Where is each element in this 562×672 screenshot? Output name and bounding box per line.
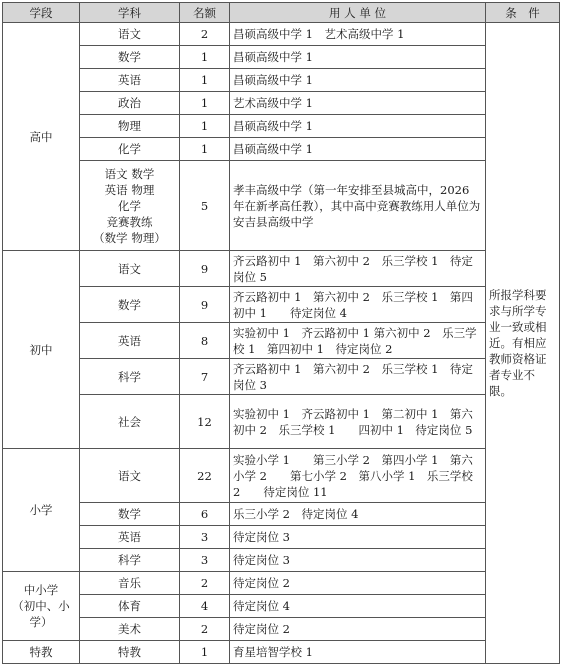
stage-line: 学） [29, 615, 53, 629]
header-unit: 用 人 单 位 [230, 3, 486, 23]
stage-cell: 特教 [3, 641, 80, 664]
unit-cell: 昌硕高级中学 1 [230, 46, 486, 69]
unit-cell: 昌硕高级中学 1 艺术高级中学 1 [230, 23, 486, 46]
unit-cell: 齐云路初中 1 第六初中 2 乐三学校 1 第四初中 1 待定岗位 4 [230, 287, 486, 323]
quota-cell: 1 [180, 46, 230, 69]
unit-cell: 昌硕高级中学 1 [230, 138, 486, 161]
subject-cell: 语文 [80, 449, 180, 503]
unit-cell: 昌硕高级中学 1 [230, 115, 486, 138]
subject-cell: 英语 [80, 69, 180, 92]
unit-cell: 待定岗位 3 [230, 549, 486, 572]
unit-cell: 孝丰高级中学（第一年安排至县城高中，2026 年在新孝高任教），其中高中竞赛教练用人单位为安吉县高级中学 [230, 161, 486, 251]
unit-cell: 昌硕高级中学 1 [230, 69, 486, 92]
unit-cell: 实验初中 1 齐云路初中 1 第六初中 2 乐三学校 1 第四初中 1 待定岗位 2 [230, 323, 486, 359]
subject-cell: 科学 [80, 549, 180, 572]
table-row [3, 618, 560, 641]
subject-cell: 体育 [80, 595, 180, 618]
stage-cell: 初中 [3, 251, 80, 449]
subject-line: 化学 [118, 198, 141, 213]
quota-cell: 22 [180, 449, 230, 503]
stage-line: （初中、小 [12, 599, 70, 613]
quota-cell: 8 [180, 323, 230, 359]
subject-cell: 化学 [80, 138, 180, 161]
subject-line: 语文 数学 [104, 166, 155, 181]
table-row [3, 526, 560, 549]
stage-cell: 高中 [3, 23, 80, 251]
subject-cell: 物理 [80, 115, 180, 138]
table-row [3, 115, 560, 138]
unit-cell: 待定岗位 2 [230, 618, 486, 641]
unit-cell: 实验初中 1 齐云路初中 1 第二初中 1 第六初中 2 乐三学校 1 四初中 1 待定岗位 5 [230, 395, 486, 449]
table-row [3, 138, 560, 161]
quota-cell: 9 [180, 287, 230, 323]
quota-cell: 6 [180, 503, 230, 526]
subject-line: （数学 物理） [93, 230, 166, 245]
quota-cell: 2 [180, 572, 230, 595]
quota-cell: 9 [180, 251, 230, 287]
quota-cell: 1 [180, 641, 230, 664]
stage-cell: 小学 [3, 449, 80, 572]
subject-cell-multiline [80, 161, 180, 251]
subject-cell: 科学 [80, 359, 180, 395]
quota-cell: 2 [180, 23, 230, 46]
subject-line: 竞赛教练 [106, 214, 153, 229]
quota-cell: 1 [180, 115, 230, 138]
header-condition: 条 件 [486, 3, 560, 23]
subject-cell: 特教 [80, 641, 180, 664]
subject-cell: 社会 [80, 395, 180, 449]
quota-cell: 1 [180, 69, 230, 92]
table-header-row [3, 3, 560, 23]
unit-cell: 齐云路初中 1 第六初中 2 乐三学校 1 待定岗位 3 [230, 359, 486, 395]
quota-cell: 5 [180, 161, 230, 251]
subject-cell: 英语 [80, 323, 180, 359]
header-stage: 学段 [3, 3, 80, 23]
subject-cell: 数学 [80, 46, 180, 69]
header-subject: 学科 [80, 3, 180, 23]
stage-line: 中小学 [23, 583, 59, 597]
subject-cell: 音乐 [80, 572, 180, 595]
condition-cell: 所报学科要求与所学专业一致或相近。有相应教师资格证者专业不限。 [486, 23, 560, 664]
subject-cell: 政治 [80, 92, 180, 115]
subject-line: 英语 物理 [104, 182, 155, 197]
subject-cell: 数学 [80, 503, 180, 526]
quota-cell: 2 [180, 618, 230, 641]
table-row [3, 23, 560, 46]
table-row [3, 641, 560, 664]
subject-cell: 数学 [80, 287, 180, 323]
quota-cell: 3 [180, 549, 230, 572]
table-row [3, 449, 560, 503]
unit-cell: 乐三小学 2 待定岗位 4 [230, 503, 486, 526]
table-row [3, 161, 560, 251]
unit-cell: 育星培智学校 1 [230, 641, 486, 664]
unit-cell: 待定岗位 2 [230, 572, 486, 595]
header-quota: 名额 [180, 3, 230, 23]
table-row [3, 251, 560, 287]
table-row [3, 549, 560, 572]
unit-cell: 待定岗位 4 [230, 595, 486, 618]
subject-cell: 英语 [80, 526, 180, 549]
unit-cell: 艺术高级中学 1 [230, 92, 486, 115]
table-row [3, 287, 560, 323]
quota-cell: 12 [180, 395, 230, 449]
table-row [3, 323, 560, 359]
table-row [3, 595, 560, 618]
subject-cell: 语文 [80, 23, 180, 46]
quota-cell: 1 [180, 138, 230, 161]
table-row [3, 69, 560, 92]
quota-cell: 3 [180, 526, 230, 549]
quota-cell: 4 [180, 595, 230, 618]
unit-cell: 齐云路初中 1 第六初中 2 乐三学校 1 待定岗位 5 [230, 251, 486, 287]
table-row [3, 359, 560, 395]
unit-cell: 待定岗位 3 [230, 526, 486, 549]
subject-cell: 语文 [80, 251, 180, 287]
subject-cell: 美术 [80, 618, 180, 641]
table-row [3, 503, 560, 526]
table-row [3, 395, 560, 449]
table-row [3, 46, 560, 69]
quota-cell: 7 [180, 359, 230, 395]
recruitment-table [2, 2, 560, 664]
table-row [3, 92, 560, 115]
stage-cell-multiline [3, 572, 80, 641]
quota-cell: 1 [180, 92, 230, 115]
table-row [3, 572, 560, 595]
unit-cell: 实验小学 1 第三小学 2 第四小学 1 第六小学 2 第七小学 2 第八小学 1 乐三学校 2 待定岗位 11 [230, 449, 486, 503]
